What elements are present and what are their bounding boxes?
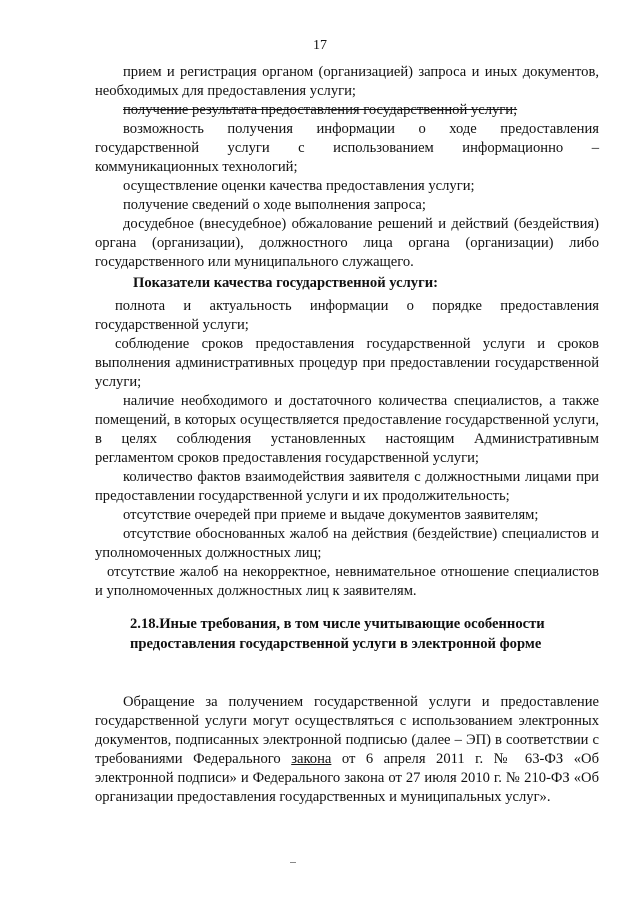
services-list xyxy=(95,63,599,272)
law-link: закона xyxy=(291,751,332,767)
section-title xyxy=(130,614,570,654)
section-title-line: предоставления государственной услуги в электронной форме xyxy=(130,636,542,652)
paragraph-text: Обращение за получением государственной услуги и предоставление государственной услуги могут осуществляться с использованием электронных документов, подписанных электронной подписью (далее – ЭП) в соответствии с требованиями Федерального xyxy=(95,694,599,767)
footer-mark xyxy=(290,862,296,863)
quality-heading: Показатели качества государственной услуги: xyxy=(133,275,438,291)
list-item: возможность получения информации о ходе предоставления государственной услуги с использованием информационно – коммуникационных технологий; xyxy=(95,121,599,175)
list-item: отсутствие очередей при приеме и выдаче документов заявителям; xyxy=(123,507,539,523)
final-paragraph xyxy=(95,693,599,807)
list-item: прием и регистрация органом (организацией) запроса и иных документов, необходимых для предоставления услуги; xyxy=(95,64,599,99)
page-number: 17 xyxy=(313,38,327,53)
final-paragraph-block xyxy=(95,693,599,807)
list-item: досудебное (внесудебное) обжалование решений и действий (бездействия) органа (организации), должностного лица органа (организации) либо государственного или муниципального служащего. xyxy=(95,216,599,270)
list-item-struck: получение результата предоставления государственной услуги; xyxy=(123,102,518,118)
list-item: осуществление оценки качества предоставления услуги; xyxy=(123,178,475,194)
paragraph-text: от 6 апреля 2011 г. № 63-ФЗ «Об электронной подписи» и Федерального закона от 27 июля 2010 г. № 210-ФЗ «Об организации предоставления государственных и муниципальных услуг». xyxy=(95,751,599,805)
section-title-line: 2.18.Иные требования, в том числе учитывающие особенности xyxy=(130,616,545,632)
list-item: полнота и актуальность информации о порядке предоставления государственной услуги; xyxy=(95,298,599,333)
list-item: количество фактов взаимодействия заявителя с должностными лицами при предоставлении государственной услуги и их продолжительность; xyxy=(95,469,599,504)
list-item: отсутствие жалоб на некорректное, невнимательное отношение специалистов и уполномоченных должностных лиц к заявителям. xyxy=(95,564,599,599)
quality-block xyxy=(95,266,599,601)
list-item: отсутствие обоснованных жалоб на действия (бездействие) специалистов и уполномоченных должностных лиц; xyxy=(95,526,599,561)
list-item: получение сведений о ходе выполнения запроса; xyxy=(123,197,426,213)
list-item: наличие необходимого и достаточного количества специалистов, а также помещений, в которых осуществляется предоставление государственной услуги, в целях соблюдения установленных настоящим Административным регламентом сроков предоставления государственной услуги; xyxy=(95,393,599,466)
list-item: соблюдение сроков предоставления государственной услуги и сроков выполнения административных процедур при предоставлении государственной услуги; xyxy=(95,336,599,390)
